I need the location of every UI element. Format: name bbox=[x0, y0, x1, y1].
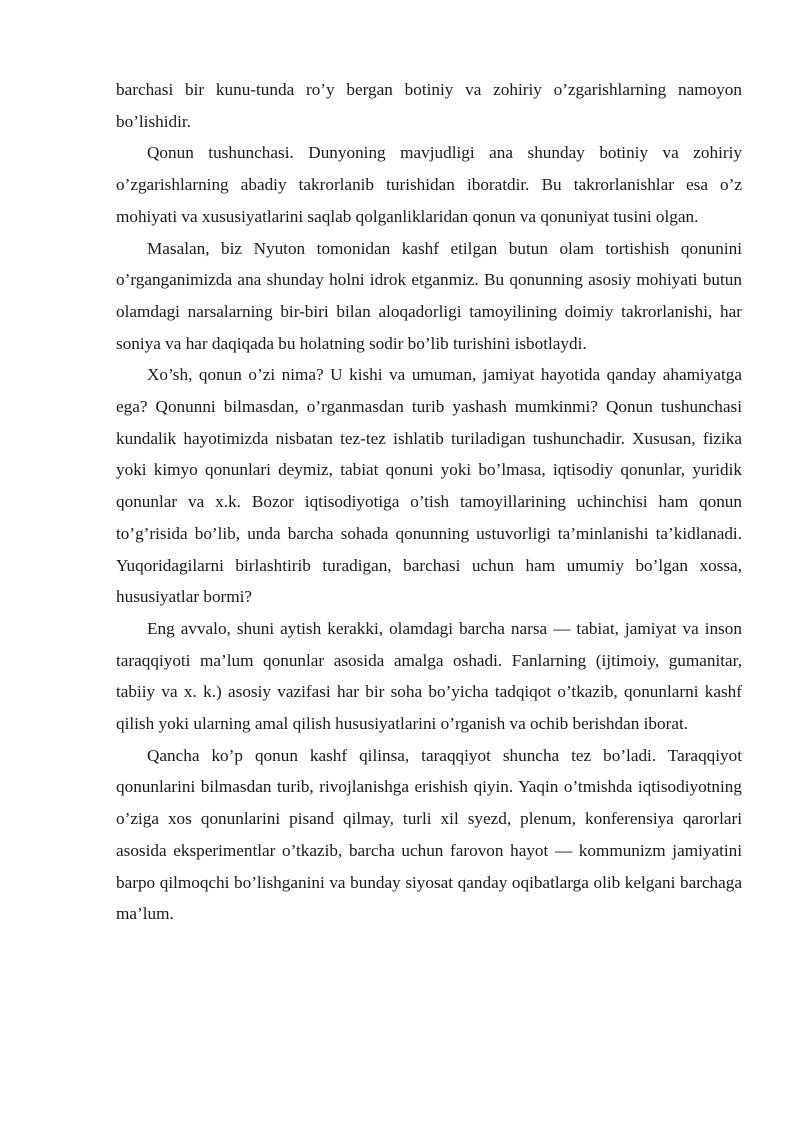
paragraph-5: Eng avvalo, shuni aytish kerakki, olamdagi barcha narsa — tabiat, jamiyat va inson taraqqiyoti ma’lum qonunlar asosida amalga oshadi. Fanlarning (ijtimoiy, gumanitar, tabiiy va x. k.) asosiy vazifasi har bir soha bo’yicha tadqiqot o’tkazib, qonunlarni kashf qilish yoki ularning amal qilish hususiyatlarini o’rganish va ochib berishdan iborat. bbox=[116, 618, 742, 734]
paragraph-2: Qonun tushunchasi. Dunyoning mavjudligi ana shunday botiniy va zohiriy o’zgarishlarning abadiy takrorlanib turishidan iboratdir. Bu takrorlanishlar esa o’z mohiyati va xususiyatlarini saqlab qolganliklaridan qonun va qonuniyat tusini olgan. bbox=[116, 143, 742, 226]
paragraph-4: Xo’sh, qonun o’zi nima? U kishi va umuman, jamiyat hayotida qanday ahamiyatga ega? Qonunni bilmasdan, o’rganmasdan turib yashash mumkinmi? Qonun tushunchasi kundalik hayotimizda nisbatan tez-tez ishlatib turiladigan tushunchadir. Xususan, fizika yoki kimyo qonunlari deymiz, tabiat qonuni yoki bo’lmasa, iqtisodiy qonunlar, yuridik qonunlar va x.k. Bozor iqtisodiyotiga o’tish tamoyillarining uchinchisi ham qonun to’g’risida bo’lib, unda barcha sohada qonunning ustuvorligi ta’minlanishi ta’kidlanadi. Yuqoridagilarni birlashtirib turadigan, barchasi uchun ham umumiy bo’lgan xossa, hususiyatlar bormi? bbox=[116, 365, 742, 607]
paragraph-1: barchasi bir kunu-tunda ro’y bergan botiniy va zohiriy o’zgarishlarning namoyon bo’lishidir. bbox=[116, 80, 742, 131]
paragraph-3: Masalan, biz Nyuton tomonidan kashf etilgan butun olam tortishish qonunini o’rganganimizda ana shunday holni idrok etganmiz. Bu qonunning asosiy mohiyati butun olamdagi narsalarning bir-biri bilan aloqadorligi tamoyilining doimiy takrorlanishi, har soniya va har daqiqada bu holatning sodir bo’lib turishini isbotlaydi. bbox=[116, 238, 742, 353]
paragraph-6: Qancha ko’p qonun kashf qilinsa, taraqqiyot shuncha tez bo’ladi. Taraqqiyot qonunlarini bilmasdan turib, rivojlanishga erishish qiyin. Yaqin o’tmishda iqtisodiyotning o’ziga xos qonunlarini pisand qilmay, turli xil syezd, plenum, konferensiya qarorlari asosida eksperimentlar o’tkazib, barcha uchun farovon hayot — kommunizm jamiyatini barpo qilmoqchi bo’lishganini va bunday siyosat qanday oqibatlarga olib kelgani barchaga ma’lum. bbox=[116, 745, 742, 924]
document-page bbox=[116, 74, 742, 930]
